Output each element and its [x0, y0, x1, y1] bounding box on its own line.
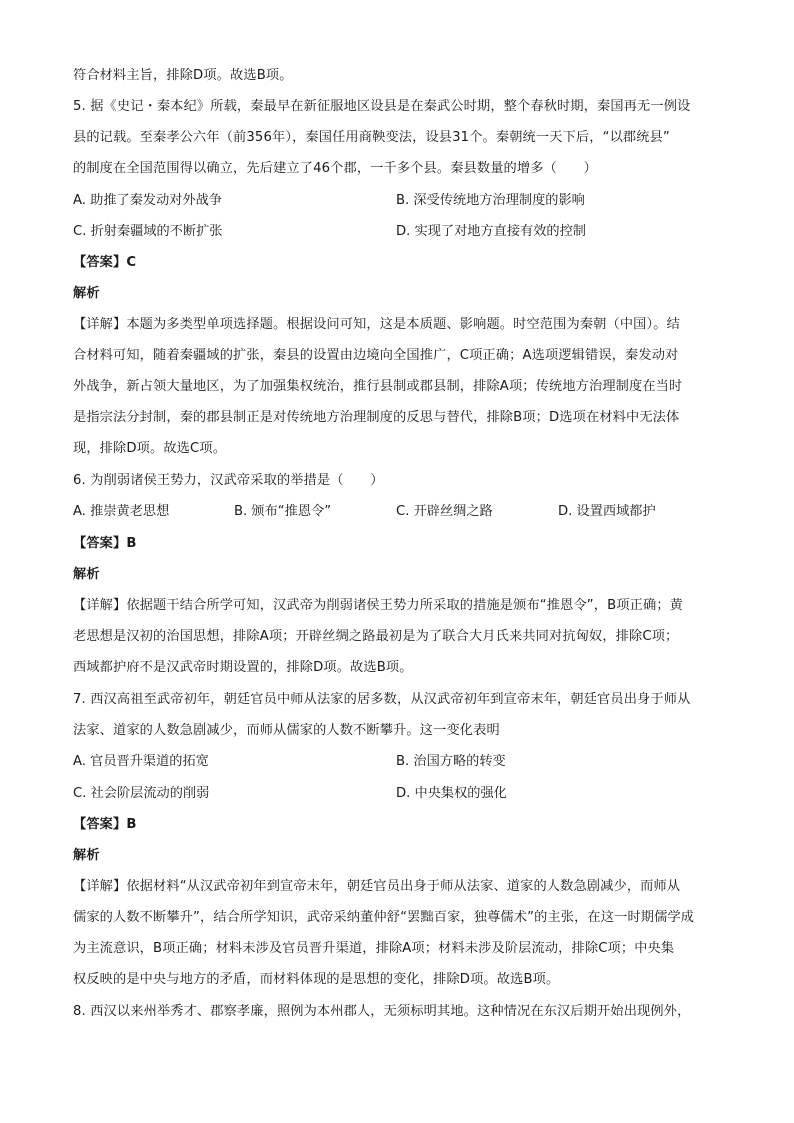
- q7-answer: 【答案】B: [73, 817, 137, 832]
- q7-explanation-line-2: 儒家的人数不断攀升”，结合所学知识，武帝采纳董仲舒“罢黜百家，独尊儒术”的主张，在这一时期儒学成: [73, 910, 695, 925]
- q5-stem-line-3: 的制度在全国范围得以确立，先后建立了46个郡，一千多个县。秦县数量的增多（ ）: [73, 161, 597, 176]
- q6-stem-line-1: 6. 为削弱诸侯王势力，汉武帝采取的举措是（ ）: [73, 473, 384, 488]
- q6-answer: 【答案】B: [73, 536, 137, 551]
- q7-option-b: B. 治国方略的转变: [396, 754, 506, 769]
- q5-explanation-line-2: 合材料可知，随着秦疆域的扩张，秦县的设置由边境向全国推广，C项正确；A选项逻辑错误，秦发动对: [73, 348, 679, 363]
- q5-option-c: C. 折射秦疆域的不断扩张: [73, 224, 223, 239]
- q5-explanation-line-5: 现，排除D项。故选C项。: [73, 441, 227, 456]
- q7-explanation-line-3: 为主流意识，B项正确；材料未涉及官员晋升渠道，排除A项；材料未涉及阶层流动，排除C项；中央集: [73, 941, 675, 956]
- q5-stem-line-1: 5. 据《史记・秦本纪》所载，秦最早在新征服地区设县是在秦武公时期，整个春秋时期，秦国再无一例设: [73, 99, 691, 114]
- q6-option-a: A. 推崇黄老思想: [73, 504, 170, 519]
- prev-answer-tail: 符合材料主旨，排除D项。故选B项。: [73, 68, 293, 83]
- q7-option-d: D. 中央集权的强化: [396, 786, 507, 801]
- q5-explanation-line-3: 外战争，新占领大量地区，为了加强集权统治，推行县制或郡县制，排除A项；传统地方治理制度在当时: [73, 379, 683, 394]
- q7-analysis-heading: 解析: [73, 848, 100, 863]
- q7-stem-line-2: 法家、道家的人数急剧减少，而师从儒家的人数不断攀升。这一变化表明: [73, 723, 500, 738]
- q7-option-a: A. 官员晋升渠道的拓宽: [73, 754, 209, 769]
- q5-option-b: B. 深受传统地方治理制度的影响: [396, 193, 585, 208]
- q6-explanation-line-2: 老思想是汉初的治国思想，排除A项；开辟丝绸之路最初是为了联合大月氏来共同对抗匈奴，排除C项；: [73, 629, 679, 644]
- q6-analysis-heading: 解析: [73, 567, 100, 582]
- q8-stem-line-1: 8. 西汉以来州举秀才、郡察孝廉，照例为本州郡人，无须标明其地。这种情况在东汉后期开始出现例外，: [73, 1004, 691, 1019]
- q5-answer: 【答案】C: [73, 255, 137, 270]
- q5-stem-line-2: 县的记载。至秦孝公六年（前356年），秦国任用商鞅变法，设县31个。秦朝统一天下后，“以郡统县”: [73, 130, 670, 145]
- q5-option-a: A. 助推了秦发动对外战争: [73, 193, 223, 208]
- q5-explanation-line-1: 【详解】本题为多类型单项选择题。根据设问可知，这是本质题、影响题。时空范围为秦朝（中国）。结: [73, 317, 680, 332]
- q6-option-b: B. 颁布“推恩令”: [234, 504, 332, 519]
- q7-explanation-line-4: 权反映的是中央与地方的矛盾，而材料体现的是思想的变化，排除D项。故选B项。: [73, 972, 560, 987]
- q7-option-c: C. 社会阶层流动的削弱: [73, 786, 210, 801]
- q5-explanation-line-4: 是指宗法分封制，秦的郡县制正是对传统地方治理制度的反思与替代，排除B项；D选项在材料中无法体: [73, 410, 680, 425]
- q6-option-d: D. 设置西域都护: [558, 504, 656, 519]
- q6-option-c: C. 开辟丝绸之路: [396, 504, 493, 519]
- q6-explanation-line-3: 西域都护府不是汉武帝时期设置的，排除D项。故选B项。: [73, 660, 413, 675]
- q6-explanation-line-1: 【详解】依据题干结合所学可知，汉武帝为削弱诸侯王势力所采取的措施是颁布“推恩令”，B项正确；黄: [73, 598, 684, 613]
- q7-stem-line-1: 7. 西汉高祖至武帝初年，朝廷官员中师从法家的居多数，从汉武帝初年到宣帝末年，朝廷官员出身于师从: [73, 692, 691, 707]
- q5-analysis-heading: 解析: [73, 286, 100, 301]
- q7-explanation-line-1: 【详解】依据材料“从汉武帝初年到宣帝末年，朝廷官员出身于师从法家、道家的人数急剧减少，而师从: [73, 879, 681, 894]
- q5-option-d: D. 实现了对地方直接有效的控制: [396, 224, 586, 239]
